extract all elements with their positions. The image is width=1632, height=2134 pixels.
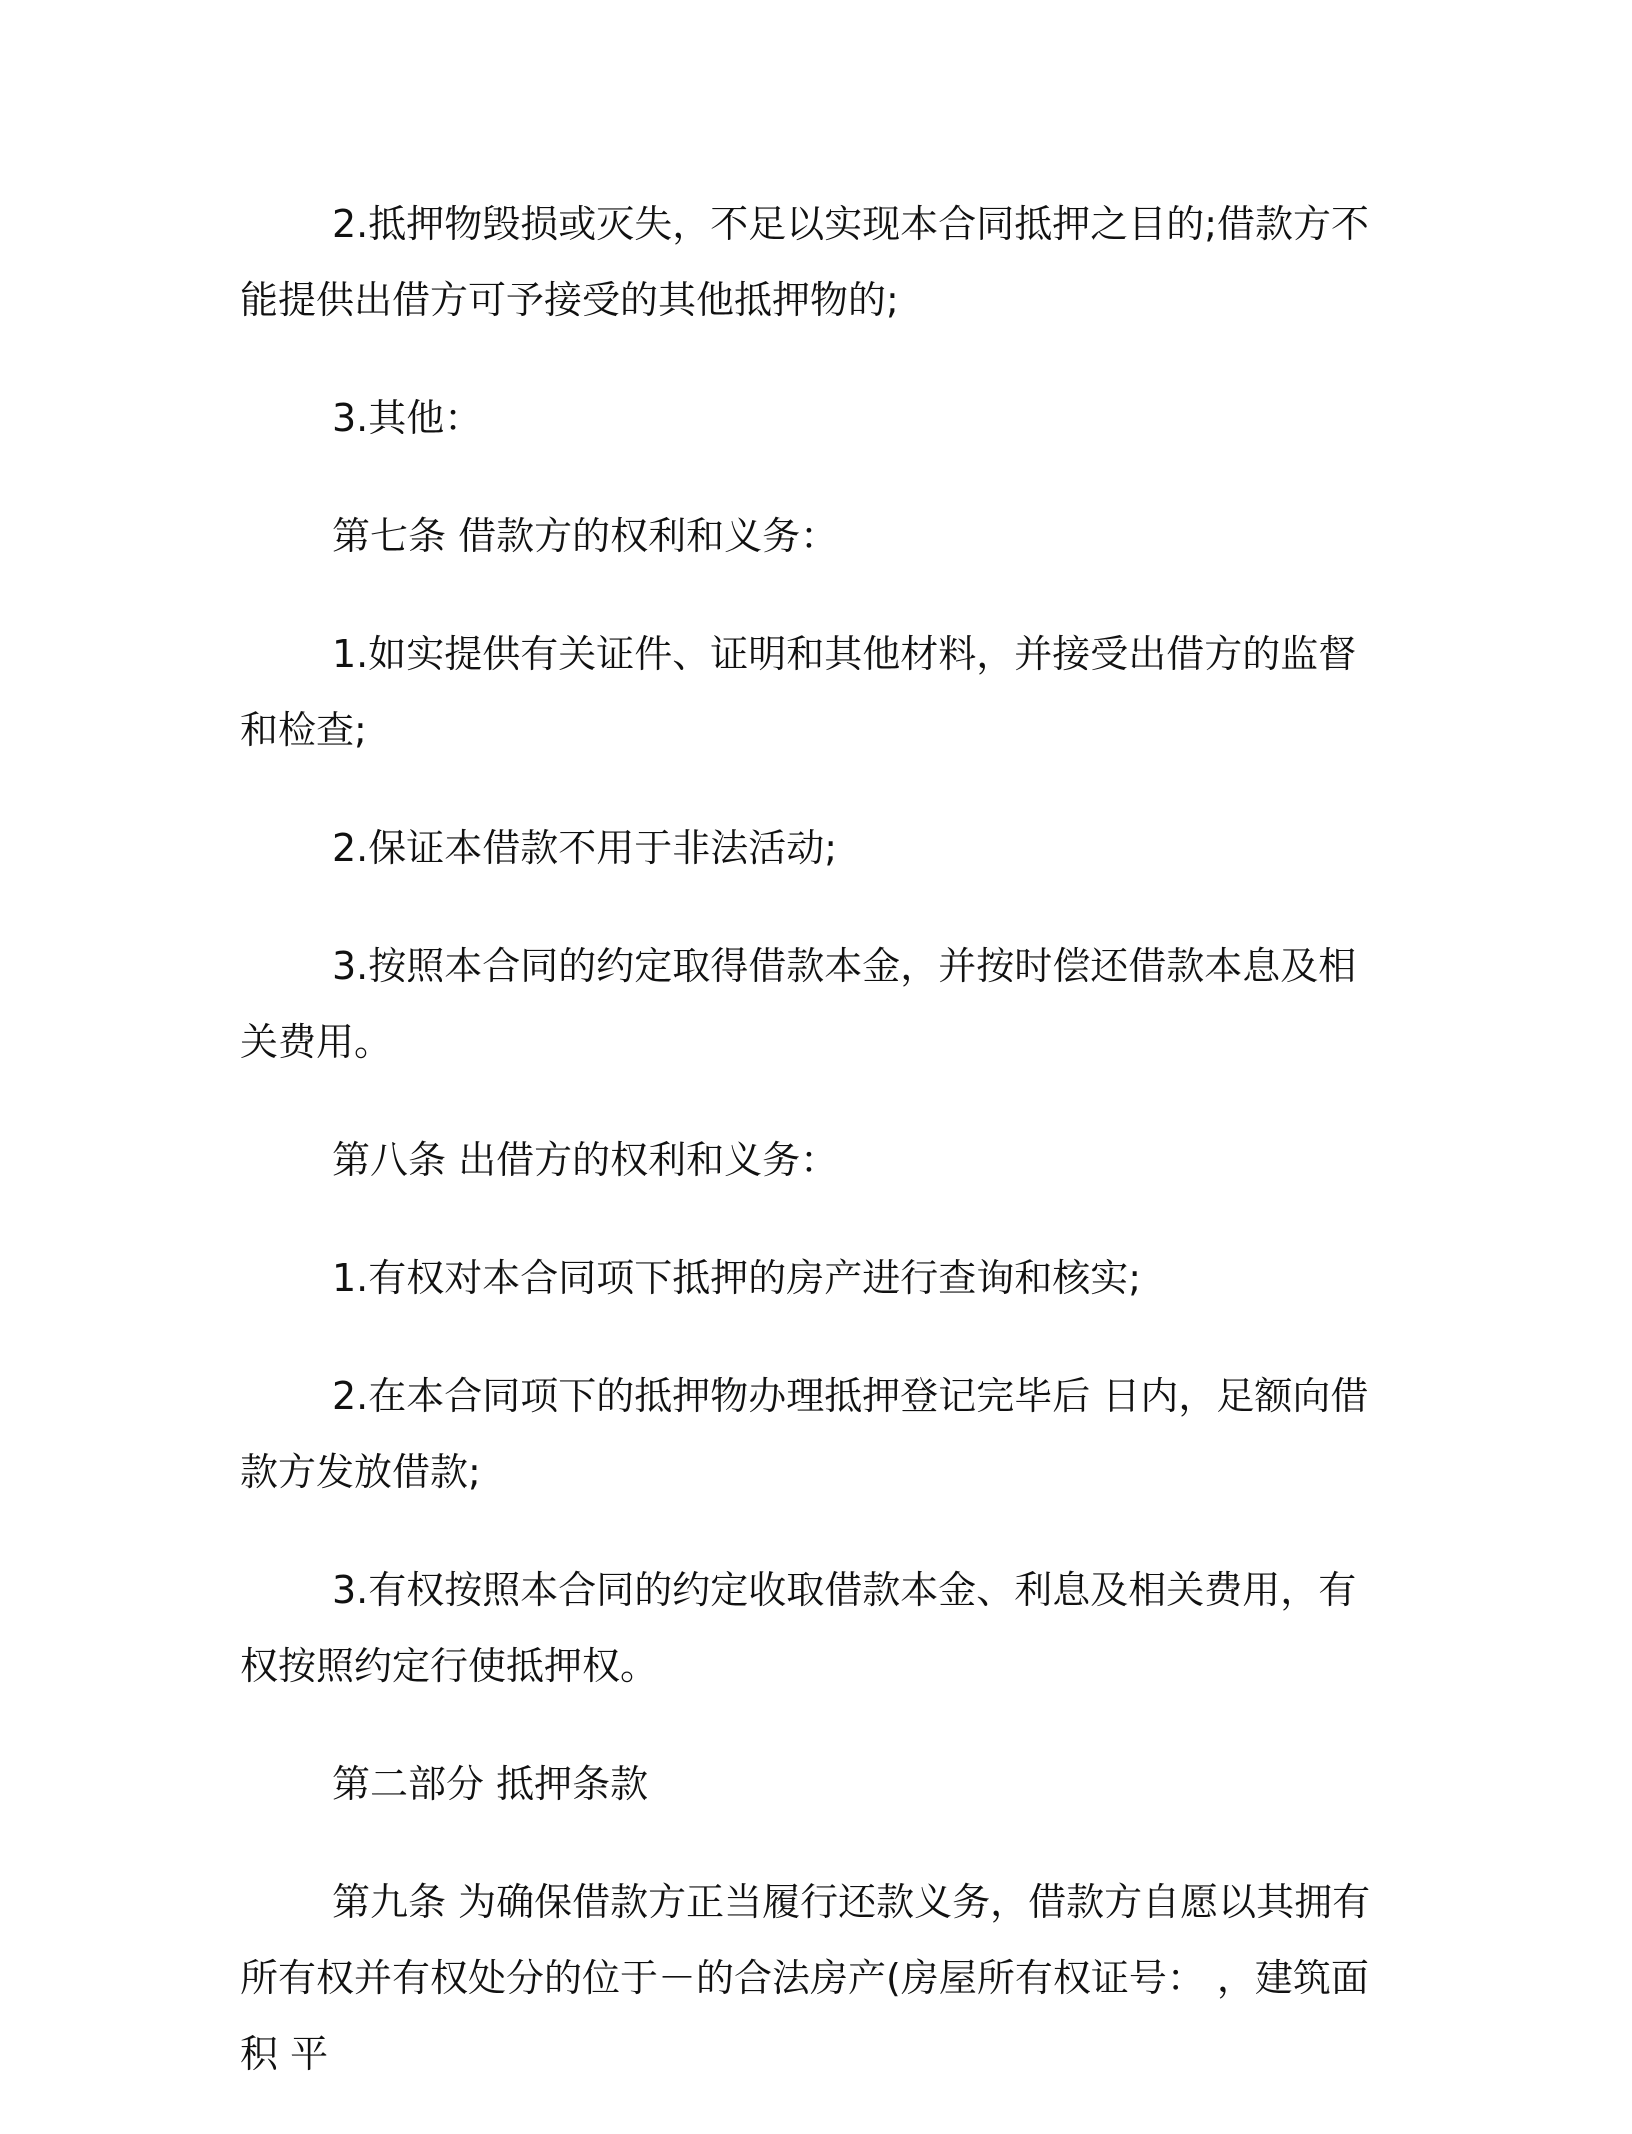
article-9-paragraph: 第九条 为确保借款方正当履行还款义务，借款方自愿以其拥有所有权并有权处分的位于－的合法房产(房屋所有权证号： ，建筑面积 平 (240, 1880, 1371, 2076)
article-7-heading: 第七条 借款方的权利和义务： (332, 514, 839, 558)
article-7-item-1: 1.如实提供有关证件、证明和其他材料，并接受出借方的监督和检查; (240, 632, 1357, 752)
paragraph-collateral-damage: 2.抵押物毁损或灭失，不足以实现本合同抵押之目的;借款方不能提供出借方可予接受的其他抵押物的; (240, 202, 1370, 322)
paragraph-other: 3.其他： (332, 396, 483, 440)
article-8-item-3: 3.有权按照本合同的约定收取借款本金、利息及相关费用，有权按照约定行使抵押权。 (240, 1568, 1357, 1688)
article-8-item-2: 2.在本合同项下的抵押物办理抵押登记完毕后 日内，足额向借款方发放借款; (240, 1374, 1369, 1494)
part-2-heading: 第二部分 抵押条款 (332, 1762, 649, 1806)
article-7-item-3: 3.按照本合同的约定取得借款本金，并按时偿还借款本息及相关费用。 (240, 944, 1357, 1064)
article-8-heading: 第八条 出借方的权利和义务： (332, 1138, 839, 1182)
document-body (240, 186, 1382, 2134)
article-7-item-2: 2.保证本借款不用于非法活动; (332, 826, 838, 870)
article-8-item-1: 1.有权对本合同项下抵押的房产进行查询和核实; (332, 1256, 1142, 1300)
